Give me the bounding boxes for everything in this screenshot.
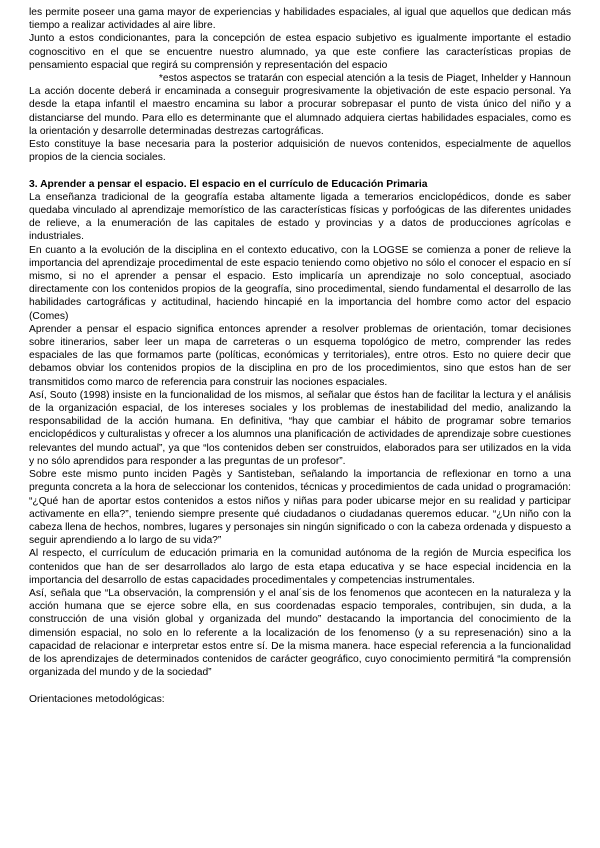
footnote-remark: *estos aspectos se tratarán con especial atención a la tesis de Piaget, Inhelder y Hannoun	[158, 73, 571, 85]
spacer	[29, 164, 571, 177]
paragraph: Al respecto, el currículum de educación primaria en la comunidad autónoma de la región de Murcia especifica los contenidos que han de ser desarrollados alo largo de esta etapa educativa y se hace especial incidencia en la importancia del desarrollo de estas capacidades procedimentales y competencias instrumentales.	[29, 548, 571, 586]
paragraph: Junto a estos condicionantes, para la concepción de estea espacio subjetivo es igualmente importante el estadio cognoscitivo en el que se encuentre nuestro alumnado, ya que este confiere las características propias de pensamiento espacial que regirá su comprensión y representación del espacio	[29, 33, 571, 71]
document-page	[29, 6, 571, 706]
paragraph: Aprender a pensar el espacio significa entonces aprender a resolver problemas de orientación, tomar decisiones sobre itinerarios, saber leer un mapa de carreteras o un esquema topológico de metro, comprender las redes espaciales de las que formamos parte (políticas, económicas y territoriales), entre otros. Esto no quiere decir que debamos obviar los contenidos propios de la disciplina en pro de los procedimientos, sino que estos han de ser transmitidos como marco de referencia para construir las nociones espaciales.	[29, 323, 571, 388]
paragraph: Así, Souto (1998) insiste en la funcionalidad de los mismos, al señalar que éstos han de facilitar la lectura y el análisis de la organización espacial, de los intereses sociales y los problemas de inestabilidad del medio, analizando la responsabilidad de la acción humana. En definitiva, “hay que cambiar el hábito de programar sobre temarios enciclopédicos y culturalistas y ofrecer a los alumnos una planificación de actividades de aprendizaje sobre cuestiones relevantes del mundo actual”, ya que “los contenidos deben ser construidos, elaborados para ser utilizados en la vida y no sólo aprendidos para responder a las preguntas de un profesor”.	[29, 389, 571, 467]
paragraph: En cuanto a la evolución de la disciplina en el contexto educativo, con la LOGSE se comienza a poner de relieve la importancia del aprendizaje procedimental de este espacio teniendo como objetivo no sólo el conocer el espacio en sí mismo, si no el aprender a pensar el espacio. Esto implicaría un aprendizaje no solo conceptual, asociado directamente con los contenidos propios de la geografía, sino procedimental, siendo fundamental el desarrollo de las habilidades cartográficas y actitudinal, haciendo hincapié en la importancia del hombre como actor del espacio (Comes)	[29, 244, 571, 322]
section-heading: 3. Aprender a pensar el espacio. El espacio en el currículo de Educación Primaria	[29, 178, 428, 190]
paragraph: La enseñanza tradicional de la geografía estaba altamente ligada a temerarios enciclopédicos, donde es saber quedaba vinculado al aprendizaje memorístico de las características físicas y porfoógicas de las diferentes unidades de relieve, a la enumeración de las capitales de estado y provincias y a datos de producciones agrícolas e industriales.	[29, 191, 571, 243]
spacer	[29, 679, 571, 692]
paragraph: Sobre este mismo punto inciden Pagès y Santisteban, señalando la importancia de reflexionar en torno a una pregunta concreta a la hora de seleccionar los contenidos, técnicas y procedimientos de cada unidad o programación: “¿Qué han de aportar estos contenidos a estos niños y niñas para poder ubicarse mejor en su realidad y participar activamente en ella?”, teniendo siempre presente qué ciudadanos o ciudadanas queremos educar. “¿Un niño con la cabeza llena de hechos, nombres, lugares y personajes sin ningún significado o con la cabeza ordenada y dispuesto a seguir aprendiendo a lo largo de su vida?”	[29, 469, 571, 547]
closing-label: Orientaciones metodológicas:	[29, 693, 165, 705]
paragraph: La acción docente deberá ir encaminada a conseguir progresivamente la objetivación de este espacio personal. Ya desde la etapa infantil el maestro encamina su labor a procurar sobrepasar el punto de vista único del niño y a distanciarse del mundo. Para ello es determinante que el alumnado adquiera ciertas habilidades espaciales, como es la orientación y desarrolle determinadas destrezas cartográficas.	[29, 86, 571, 137]
paragraph: les permite poseer una gama mayor de experiencias y habilidades espaciales, al igual que aquellos que dedican más tiempo a realizar actividades al aire libre.	[29, 7, 571, 32]
paragraph: Esto constituye la base necesaria para la posterior adquisición de nuevos contenidos, especialmente de aquellos propios de la ciencia sociales.	[29, 139, 571, 164]
paragraph: Así, señala que “La observación, la comprensión y el anal´sis de los fenomenos que acontecen en la naturaleza y la acción humana que se ejerce sobre ella, en sus coordenadas espacio temporales, contribujen, sin duda, a la construcción de una visión global y organizada del mundo” destacando la importancia del conocimiento de la dimensión espacial, no solo en lo referente a la localización de los fenomenso (y a su represenación) sino a la capacidad de relacionar e interpretar estos entre sí. De la misma manera. hace especial referencia a la funcionalidad de los aprendizajes de determinados contenidos de carácter geográfico, cuyo conocimiento permitirá “la comprensión organizada del mundo y de la sociedad”	[29, 587, 571, 679]
